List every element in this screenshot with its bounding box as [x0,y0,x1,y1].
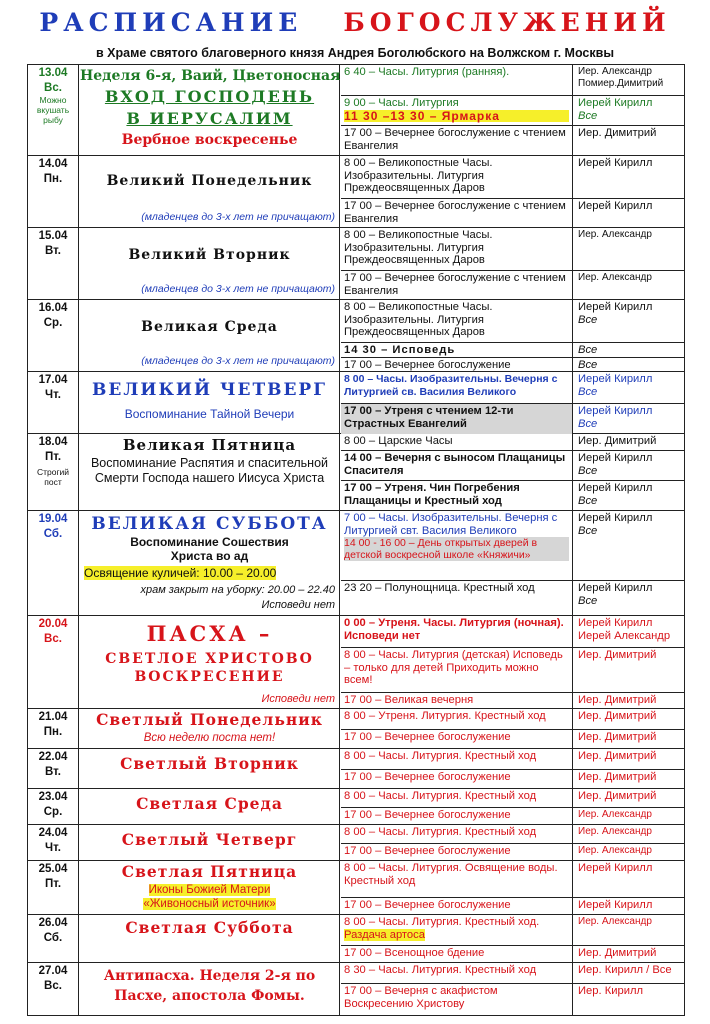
service-entry: 17 00 – Великая вечерня [341,692,572,709]
priest-name: Все [572,357,684,372]
priest-extra: Все [578,524,598,537]
priest-name: Иер. Александр Помиер.Димитрий [572,65,684,95]
service-entry [341,915,572,945]
feast-note-text: Иконы Божией Матери «Живоносный источник» [143,884,276,910]
feast-cell [80,749,340,788]
priest-text: Иерей Кирилл [578,373,653,385]
feast-title: Великая Среда [141,319,278,335]
priest-extra: Все [578,417,598,430]
day-row-14-04 [28,156,684,228]
feast-title: ВОСКРЕСЕНИЕ [134,669,285,685]
priest-extra: Все [578,494,598,507]
date-number: 20.04 [38,618,68,630]
priest-text: Иерей Кирилл [578,452,653,464]
date-cell [28,156,79,227]
feast-title: ВЕЛИКАЯ СУББОТА [91,514,328,534]
feast-note: Воспоминание Распятия и спасительной Смерти Господа нашего Иисуса Христа [90,456,329,485]
priest-name: Иер. Кирилл / Все [572,963,684,983]
priest-name: Иер. Александр [572,915,684,945]
priest-name: Иер. Димитрий [572,647,684,692]
date-cell [28,300,79,371]
service-text: 9 00 – Часы. Литургия [344,97,459,109]
feast-note: (младенцев до 3-х лет не причащают) [141,355,335,367]
feast-title: Светлый Понедельник [96,710,323,729]
service-entry [341,95,572,125]
service-entry: 8 00 – Часы. Изобразительны. Вечерня с Литургией св. Василия Великого [344,373,558,398]
priest-extra: Все [578,313,598,326]
service-entry: 8 00 – Великопостные Часы. Изобразительны. Литургия Преждеосвященных Даров [344,229,493,266]
priest-name: Иер. Димитрий [572,709,684,729]
date-weekday: Сб. [43,528,63,540]
priest-extra: Все [578,464,598,477]
service-entry: 17 00 – Вечернее богослужение с чтением Евангелия [341,198,572,228]
service-entry: 17 00 – Вечернее богослужение с чтением Евангелия [341,270,572,300]
priest-text: Иерей Кирилл [578,97,653,109]
feast-note: Воспоминание Тайной Вечери [124,407,295,421]
feast-note: (младенцев до 3-х лет не причащают) [141,283,335,295]
date-number: 21.04 [38,711,68,723]
date-number: 24.04 [38,827,68,839]
date-weekday: Вс. [44,980,62,992]
priest-name: Иер. Димитрий [572,749,684,769]
service-entry: 17 00 – Вечернее богослужение с чтением Евангелия [341,125,572,156]
priest-name: Иерей Кирилл [572,156,684,198]
priest-name [572,95,684,125]
date-number: 25.04 [38,863,68,875]
date-weekday: Вс. [44,633,62,645]
title-word-2: БОГОСЛУЖЕНИЙ [343,8,671,37]
priest-name: Иерей Кирилл [572,897,684,915]
service-entry: 17 00 – Всенощное бдение [341,945,572,963]
day-row-20-04 [28,616,684,709]
date-number: 13.04 [38,67,68,79]
feast-title: В ИЕРУСАЛИМ [126,109,293,128]
priest-name: Иер. Димитрий [572,729,684,749]
date-number: 22.04 [38,751,68,763]
date-note: Строгий пост [36,467,70,487]
date-cell [28,511,79,615]
priest-name: Иер. Александр [572,228,684,270]
priest-name [572,372,684,403]
service-entry [341,511,572,580]
service-entry: 23 20 – Полунощница. Крестный ход [341,580,572,616]
service-extra: 14 00 - 16 00 – День открытых дверей в детской воскресной школе «Княжичи» [344,537,569,561]
feast-cell [80,372,340,433]
service-entry: 8 00 – Часы. Литургия. Освящение воды. Крестный ход [344,862,558,887]
priest-name: Иерей Кирилл [572,861,684,897]
feast-cell [80,228,340,299]
feast-title: Светлый Вторник [120,754,299,773]
date-cell [28,709,79,748]
priest-name [572,480,684,511]
feast-cell [80,915,340,962]
feast-title: Великий Вторник [128,247,291,263]
date-cell [28,372,79,433]
service-entry: 14 30 – Исповедь [341,342,572,357]
service-entry: 8 00 – Часы. Литургия. Крестный ход [344,750,537,762]
date-weekday: Сб. [43,932,63,944]
day-row-22-04 [28,749,684,789]
service-entry: 17 00 – Вечернее богослужение [341,807,572,825]
feast-cell [80,709,340,748]
title-word-1: РАСПИСАНИЕ [39,8,303,37]
feast-cell [80,963,340,1015]
schedule-table [27,64,685,1016]
priest-name [572,511,684,580]
date-weekday: Ср. [43,806,63,818]
priest-name [572,580,684,616]
priest-extra: Все [578,109,598,122]
priest-name: Иерей Кирилл [572,198,684,228]
priest-text: Иерей Кирилл [578,512,653,524]
priest-name: Иер. Александр [572,825,684,843]
service-entry: 17 00 – Вечернее богослужение [341,357,572,372]
date-number: 16.04 [38,302,68,314]
day-row-23-04 [28,789,684,825]
day-row-16-04 [28,300,684,372]
page-subtitle: в Храме святого благоверного князя Андрея Боголюбского на Волжском г. Москвы [96,46,614,60]
service-entry: 17 00 – Утреня с чтением 12-ти Страстных Евангелий [341,403,572,434]
day-row-25-04 [28,861,684,915]
date-cell [28,915,79,962]
service-entry: 8 00 – Часы. Литургия. Крестный ход [344,790,537,802]
feast-title: Светлая Среда [136,794,283,813]
service-entry: 17 00 – Вечернее богослужение [341,897,572,915]
feast-cell [80,616,340,708]
date-cell [28,434,79,510]
day-row-19-04 [28,511,684,616]
confession-note: Исповеди нет [261,693,335,705]
date-weekday: Пн. [43,726,63,738]
service-entry: 8 00 – Часы. Литургия. Крестный ход [344,826,537,838]
priest-name: Иер. Александр [572,807,684,825]
feast-title: Неделя 6-я, Ваий, Цветоносная [80,68,341,84]
service-entry: 0 00 – Утреня. Часы. Литургия (ночная). Исповеди нет [344,617,564,642]
priest-text: Иерей Кирилл [578,405,653,417]
date-cell [28,825,79,860]
date-cell [28,789,79,824]
priest-name: Иер. Димитрий [572,692,684,709]
priest-name [572,450,684,480]
priest-name: Иер. Александр [572,270,684,300]
date-note: Можно вкушать рыбу [36,95,70,125]
priest-name: Иер. Александр [572,843,684,861]
feast-title: Светлый Четверг [121,830,298,849]
service-entry: 17 00 – Вечернее богослужение [341,729,572,749]
date-weekday: Пт. [44,878,62,890]
date-cell [28,749,79,788]
priest-name [572,300,684,342]
date-cell [28,65,79,155]
feast-title: Вербное воскресенье [121,132,298,148]
service-entry: 17 00 – Утреня. Чин Погребения Плащаницы и Крестный ход [341,480,572,511]
service-entry: 8 00 – Часы. Литургия (детская) Исповедь – только для детей Приходить можно всем! [341,647,572,692]
day-row-27-04 [28,963,684,1015]
feast-cell [80,511,340,615]
feast-cell [80,156,340,227]
date-cell [28,228,79,299]
feast-title: СВЕТЛОЕ ХРИСТОВО [105,651,314,667]
service-entry: 17 00 – Вечернее богослужение [341,843,572,861]
date-weekday: Вт. [45,245,61,257]
feast-title: ВХОД ГОСПОДЕНЬ [104,87,315,106]
service-entry: 8 00 – Утреня. Литургия. Крестный ход [344,710,546,722]
date-number: 23.04 [38,791,68,803]
service-extra: 11 30 –13 30 – Ярмарка [344,110,569,123]
feast-title: Антипасха. Неделя 2-я по [103,968,316,984]
feast-cell [80,300,340,371]
date-weekday: Вт. [45,766,61,778]
confession-note: Исповеди нет [261,599,335,611]
day-row-21-04 [28,709,684,749]
feast-note: (младенцев до 3-х лет не причащают) [141,211,335,223]
feast-cell [80,789,340,824]
day-row-26-04 [28,915,684,963]
priest-name: Иер. Димитрий [572,945,684,963]
date-cell [28,616,79,708]
cleaning-note: храм закрыт на уборку: 20.00 – 22.40 [140,584,335,596]
service-entry: 17 00 – Вечернее богослужение [341,769,572,789]
feast-title: Пасхе, апостола Фомы. [114,988,305,1004]
priest-extra: Все [578,594,598,607]
feast-note: Воспоминание Сошествия Христа во ад [130,535,289,563]
service-entry: 6 40 – Часы. Литургия (ранняя). [344,66,510,78]
blessing-time [80,567,339,580]
priest-name: Иерей Кирилл Иерей Александр [572,616,684,647]
date-cell [28,963,79,1015]
priest-extra: Все [578,385,598,398]
date-number: 27.04 [38,965,68,977]
service-entry: 8 00 – Царские Часы [344,435,453,447]
priest-name: Иер. Димитрий [572,789,684,807]
date-weekday: Пт. [44,451,62,463]
feast-title: Светлая Суббота [125,918,294,937]
service-entry: 14 00 – Вечерня с выносом Плащаницы Спасителя [341,450,572,480]
priest-text: Иерей Кирилл [578,582,653,594]
blessing-text: Освящение куличей: 10.00 – 20.00 [84,566,277,580]
day-row-18-04 [28,434,684,511]
service-text: 8 00 – Часы. Литургия. Крестный ход. [344,916,540,928]
date-weekday: Вс. [44,82,62,94]
date-number: 15.04 [38,230,68,242]
date-cell [28,861,79,914]
date-weekday: Чт. [45,389,61,401]
priest-name: Все [572,342,684,357]
feast-title: ПАСХА – [146,621,273,646]
service-entry: 17 00 – Вечерня с акафистом Воскресению Христову [341,983,572,1015]
priest-name: Иер. Димитрий [572,125,684,156]
priest-name: Иер. Кирилл [572,983,684,1015]
priest-name: Иер. Димитрий [572,769,684,789]
feast-title: Великий Понедельник [106,173,313,189]
service-entry: 8 30 – Часы. Литургия. Крестный ход [344,964,537,976]
feast-note: Всю неделю поста нет! [143,732,276,744]
priest-name: Иер. Димитрий [572,434,684,450]
feast-cell [80,434,340,510]
feast-cell [80,65,340,155]
feast-title: Светлая Пятница [121,862,298,881]
date-number: 17.04 [38,374,68,386]
feast-cell [80,861,340,914]
date-number: 19.04 [38,513,68,525]
service-extra: Раздача артоса [344,928,425,941]
date-weekday: Пн. [43,173,63,185]
day-row-24-04 [28,825,684,861]
service-text: 7 00 – Часы. Изобразительны. Вечерня с Литургией свт. Василия Великого [344,512,558,537]
date-number: 14.04 [38,158,68,170]
date-number: 26.04 [38,917,68,929]
day-row-15-04 [28,228,684,300]
priest-text: Иерей Кирилл [578,301,653,313]
feast-note [80,883,339,911]
feast-cell [80,825,340,860]
date-weekday: Ср. [43,317,63,329]
day-row-17-04 [28,372,684,434]
date-number: 18.04 [38,436,68,448]
page-title [0,8,710,37]
day-row-13-04 [28,65,684,156]
date-weekday: Чт. [45,842,61,854]
priest-text: Иерей Кирилл [578,482,653,494]
service-entry: 8 00 – Великопостные Часы. Изобразительны. Литургия Преждеосвященных Даров [344,301,493,338]
service-entry: 8 00 – Великопостные Часы. Изобразительны. Литургия Преждеосвященных Даров [344,157,493,194]
feast-title: ВЕЛИКИЙ ЧЕТВЕРГ [92,380,327,400]
feast-title: Великая Пятница [122,436,297,454]
priest-name [572,403,684,434]
